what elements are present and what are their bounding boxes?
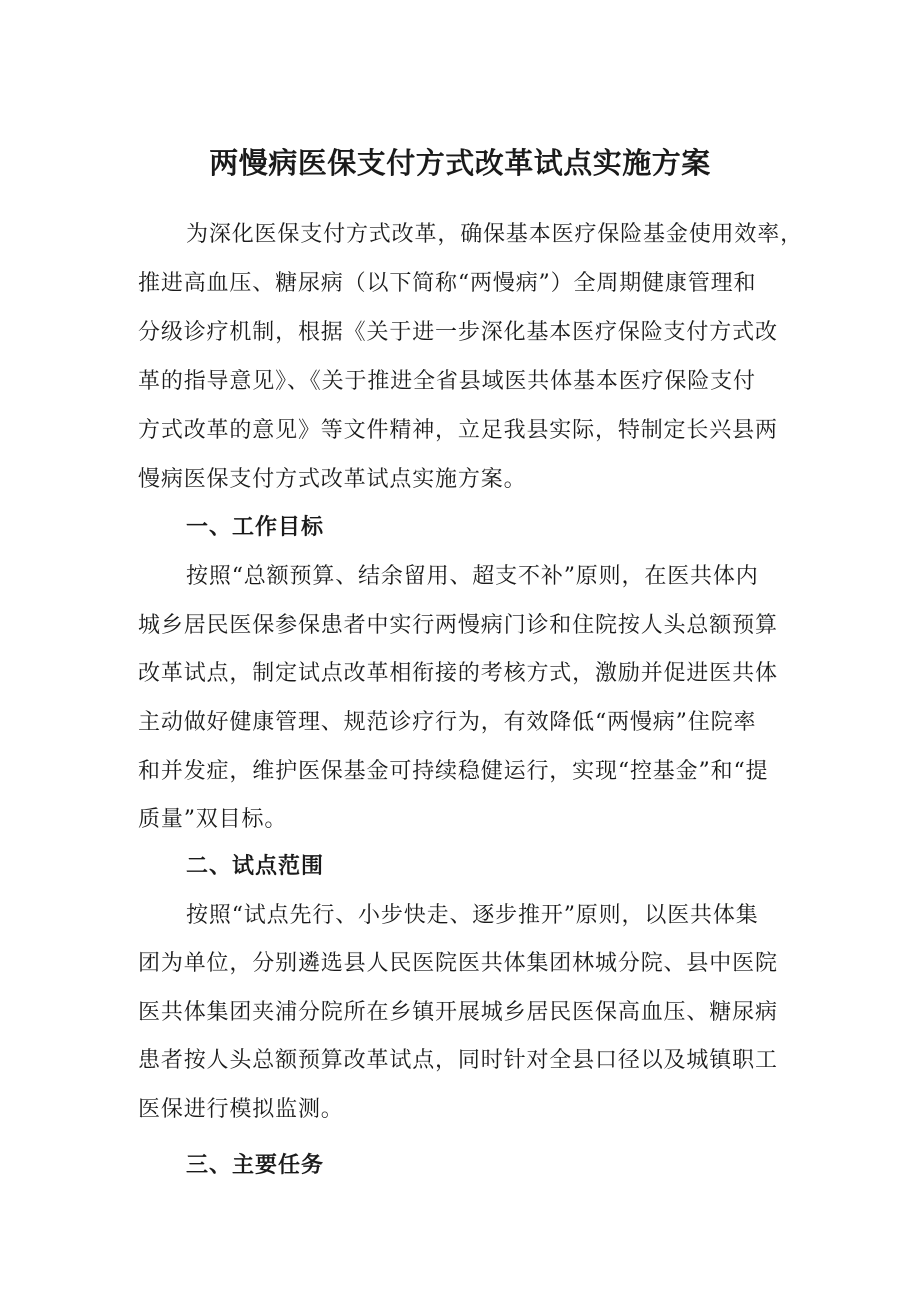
intro-line: 分级诊疗机制，根据《关于进一步深化基本医疗保险支付方式改 xyxy=(138,320,778,345)
section-goals-line: 城乡居民医保参保患者中实行两慢病门诊和住院按人头总额预算 xyxy=(138,613,778,638)
section-goals-line: 按照“总额预算、结余留用、超支不补”原则，在医共体内 xyxy=(186,564,759,589)
section-scope-line: 团为单位，分别遴选县人民医院医共体集团林城分院、县中医院 xyxy=(138,951,778,976)
section-heading-scope: 二、试点范围 xyxy=(186,854,325,879)
section-goals-line: 和并发症，维护医保基金可持续稳健运行，实现“控基金”和“提 xyxy=(138,759,769,784)
section-scope-line: 医保进行模拟监测。 xyxy=(138,1097,344,1122)
intro-line: 革的指导意见》、《关于推进全省县域医共体基本医疗保险支付 xyxy=(138,369,756,394)
document-title: 两慢病医保支付方式改革试点实施方案 xyxy=(209,146,711,180)
section-heading-tasks: 三、主要任务 xyxy=(186,1153,325,1178)
intro-line: 慢病医保支付方式改革试点实施方案。 xyxy=(138,467,527,492)
intro-line: 方式改革的意见》等文件精神，立足我县实际，特制定长兴县两 xyxy=(138,418,778,443)
section-scope-line: 患者按人头总额预算改革试点，同时针对全县口径以及城镇职工 xyxy=(138,1048,778,1073)
section-goals-line: 改革试点，制定试点改革相衔接的考核方式，激励并促进医共体 xyxy=(138,661,778,686)
section-goals-line: 主动做好健康管理、规范诊疗行为，有效降低“两慢病”住院率 xyxy=(138,710,757,735)
intro-line: 为深化医保支付方式改革，确保基本医疗保险基金使用效率， xyxy=(186,222,803,247)
section-scope-line: 医共体集团夹浦分院所在乡镇开展城乡居民医保高血压、糖尿病 xyxy=(138,1000,778,1025)
section-goals-line: 质量”双目标。 xyxy=(138,807,288,832)
section-heading-goals: 一、工作目标 xyxy=(186,515,325,540)
intro-line: 推进高血压、糖尿病（以下简称“两慢病”）全周期健康管理和 xyxy=(138,271,757,296)
section-scope-line: 按照“试点先行、小步快走、逐步推开”原则，以医共体集 xyxy=(186,903,759,928)
